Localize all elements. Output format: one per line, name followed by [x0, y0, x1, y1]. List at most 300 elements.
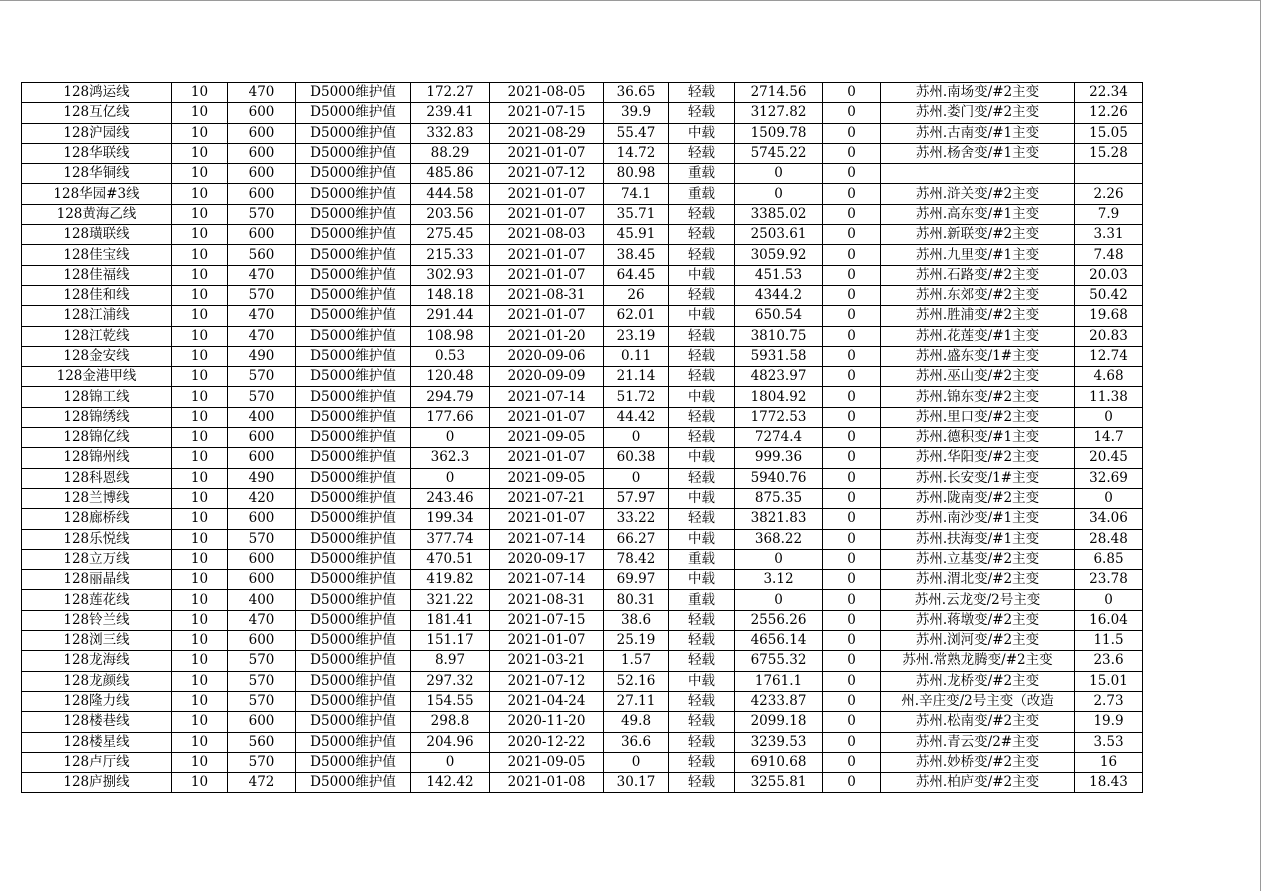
zero-cell: 0	[823, 204, 881, 224]
transformer-cell: 苏州.新联变/#2主变	[881, 225, 1075, 245]
transformer-cell: 苏州.长安变/1#主变	[881, 468, 1075, 488]
voltage-cell: 10	[172, 488, 228, 508]
voltage-cell: 10	[172, 509, 228, 529]
zero-cell: 0	[823, 610, 881, 630]
source-cell: D5000维护值	[296, 732, 411, 752]
load-rate-cell: 80.98	[604, 164, 669, 184]
zero-cell: 0	[823, 529, 881, 549]
line-name-cell: 128兰博线	[22, 488, 172, 508]
line-name-cell: 128锦绣线	[22, 407, 172, 427]
margin-cell: 4344.2	[735, 285, 823, 305]
rated-current-cell: 570	[228, 671, 296, 691]
table-row	[22, 346, 1143, 366]
transformer-load-cell: 19.68	[1075, 306, 1143, 326]
rated-current-cell: 420	[228, 488, 296, 508]
margin-cell: 999.36	[735, 448, 823, 468]
source-cell: D5000维护值	[296, 570, 411, 590]
load-status-cell: 中载	[669, 265, 735, 285]
table-row	[22, 570, 1143, 590]
load-status-cell: 中载	[669, 488, 735, 508]
transformer-cell: 苏州.南场变/#2主变	[881, 83, 1075, 103]
margin-cell: 1804.92	[735, 387, 823, 407]
load-rate-cell: 0	[604, 752, 669, 772]
table-row	[22, 671, 1143, 691]
line-name-cell: 128庐捌线	[22, 773, 172, 793]
load-rate-cell: 35.71	[604, 204, 669, 224]
rated-current-cell: 600	[228, 448, 296, 468]
load-status-cell: 重载	[669, 164, 735, 184]
load-status-cell: 轻载	[669, 143, 735, 163]
transformer-cell: 苏州.云龙变/2号主变	[881, 590, 1075, 610]
load-rate-cell: 0.11	[604, 346, 669, 366]
line-name-cell: 128金安线	[22, 346, 172, 366]
load-rate-cell: 39.9	[604, 103, 669, 123]
load-status-cell: 轻载	[669, 631, 735, 651]
zero-cell: 0	[823, 143, 881, 163]
transformer-load-cell: 16	[1075, 752, 1143, 772]
transformer-cell: 苏州.常熟龙腾变/#2主变	[881, 651, 1075, 671]
rated-current-cell: 490	[228, 346, 296, 366]
margin-cell: 2503.61	[735, 225, 823, 245]
transformer-cell: 苏州.九里变/#1主变	[881, 245, 1075, 265]
transformer-cell: 苏州.浒关变/#2主变	[881, 184, 1075, 204]
line-name-cell: 128隆力线	[22, 691, 172, 711]
zero-cell: 0	[823, 407, 881, 427]
margin-cell: 5931.58	[735, 346, 823, 366]
date-cell: 2021-07-15	[490, 103, 604, 123]
zero-cell: 0	[823, 387, 881, 407]
load-status-cell: 轻载	[669, 732, 735, 752]
load-status-cell: 轻载	[669, 326, 735, 346]
current-value-cell: 0	[411, 752, 490, 772]
date-cell: 2021-09-05	[490, 468, 604, 488]
load-rate-cell: 26	[604, 285, 669, 305]
voltage-cell: 10	[172, 245, 228, 265]
load-rate-cell: 51.72	[604, 387, 669, 407]
load-status-cell: 轻载	[669, 712, 735, 732]
current-value-cell: 154.55	[411, 691, 490, 711]
voltage-cell: 10	[172, 326, 228, 346]
zero-cell: 0	[823, 509, 881, 529]
source-cell: D5000维护值	[296, 204, 411, 224]
load-rate-cell: 23.19	[604, 326, 669, 346]
load-rate-cell: 1.57	[604, 651, 669, 671]
date-cell: 2021-07-12	[490, 164, 604, 184]
transformer-load-cell: 11.5	[1075, 631, 1143, 651]
transformer-load-cell: 7.9	[1075, 204, 1143, 224]
date-cell: 2021-01-07	[490, 184, 604, 204]
voltage-cell: 10	[172, 610, 228, 630]
date-cell: 2021-07-14	[490, 570, 604, 590]
current-value-cell: 243.46	[411, 488, 490, 508]
load-rate-cell: 66.27	[604, 529, 669, 549]
table-row	[22, 265, 1143, 285]
source-cell: D5000维护值	[296, 590, 411, 610]
date-cell: 2020-09-06	[490, 346, 604, 366]
margin-cell: 1761.1	[735, 671, 823, 691]
line-name-cell: 128廊桥线	[22, 509, 172, 529]
table-row	[22, 103, 1143, 123]
source-cell: D5000维护值	[296, 285, 411, 305]
load-rate-cell: 69.97	[604, 570, 669, 590]
line-name-cell: 128浏三线	[22, 631, 172, 651]
load-rate-cell: 60.38	[604, 448, 669, 468]
date-cell: 2021-01-07	[490, 143, 604, 163]
line-name-cell: 128锦州线	[22, 448, 172, 468]
table-row	[22, 225, 1143, 245]
date-cell: 2021-01-08	[490, 773, 604, 793]
load-rate-cell: 38.6	[604, 610, 669, 630]
transformer-cell: 苏州.渭北变/#2主变	[881, 570, 1075, 590]
rated-current-cell: 570	[228, 691, 296, 711]
table-row	[22, 509, 1143, 529]
rated-current-cell: 600	[228, 631, 296, 651]
source-cell: D5000维护值	[296, 407, 411, 427]
zero-cell: 0	[823, 184, 881, 204]
current-value-cell: 419.82	[411, 570, 490, 590]
source-cell: D5000维护值	[296, 468, 411, 488]
load-status-cell: 轻载	[669, 407, 735, 427]
rated-current-cell: 600	[228, 570, 296, 590]
line-name-cell: 128立万线	[22, 549, 172, 569]
load-status-cell: 中载	[669, 123, 735, 143]
zero-cell: 0	[823, 590, 881, 610]
zero-cell: 0	[823, 225, 881, 245]
transformer-cell: 苏州.古南变/#1主变	[881, 123, 1075, 143]
load-status-cell: 轻载	[669, 285, 735, 305]
transformer-cell: 苏州.杨舍变/#1主变	[881, 143, 1075, 163]
transformer-cell: 苏州.立基变/#2主变	[881, 549, 1075, 569]
transformer-cell: 苏州.华阳变/#2主变	[881, 448, 1075, 468]
rated-current-cell: 570	[228, 387, 296, 407]
rated-current-cell: 600	[228, 184, 296, 204]
source-cell: D5000维护值	[296, 245, 411, 265]
date-cell: 2021-09-05	[490, 428, 604, 448]
rated-current-cell: 600	[228, 712, 296, 732]
voltage-cell: 10	[172, 631, 228, 651]
source-cell: D5000维护值	[296, 103, 411, 123]
rated-current-cell: 600	[228, 509, 296, 529]
transformer-cell: 苏州.娄门变/#2主变	[881, 103, 1075, 123]
margin-cell: 7274.4	[735, 428, 823, 448]
voltage-cell: 10	[172, 570, 228, 590]
table-row	[22, 204, 1143, 224]
transformer-load-cell: 20.83	[1075, 326, 1143, 346]
table-row	[22, 488, 1143, 508]
table-row	[22, 549, 1143, 569]
zero-cell: 0	[823, 285, 881, 305]
load-status-cell: 轻载	[669, 225, 735, 245]
line-name-cell: 128黄海乙线	[22, 204, 172, 224]
load-rate-cell: 14.72	[604, 143, 669, 163]
load-status-cell: 中载	[669, 570, 735, 590]
date-cell: 2021-01-07	[490, 245, 604, 265]
date-cell: 2020-09-17	[490, 549, 604, 569]
source-cell: D5000维护值	[296, 488, 411, 508]
current-value-cell: 294.79	[411, 387, 490, 407]
load-status-cell: 轻载	[669, 509, 735, 529]
line-name-cell: 128华园#3线	[22, 184, 172, 204]
transformer-load-cell: 32.69	[1075, 468, 1143, 488]
transformer-cell	[881, 164, 1075, 184]
table-row	[22, 448, 1143, 468]
transformer-cell: 苏州.蒋墩变/#2主变	[881, 610, 1075, 630]
date-cell: 2020-09-09	[490, 367, 604, 387]
load-rate-cell: 49.8	[604, 712, 669, 732]
rated-current-cell: 470	[228, 326, 296, 346]
margin-cell: 0	[735, 164, 823, 184]
line-name-cell: 128楼巷线	[22, 712, 172, 732]
line-name-cell: 128鸿运线	[22, 83, 172, 103]
current-value-cell: 120.48	[411, 367, 490, 387]
rated-current-cell: 600	[228, 143, 296, 163]
transformer-load-cell: 7.48	[1075, 245, 1143, 265]
transformer-load-cell: 15.28	[1075, 143, 1143, 163]
line-name-cell: 128佳福线	[22, 265, 172, 285]
transformer-cell: 苏州.浏河变/#2主变	[881, 631, 1075, 651]
rated-current-cell: 600	[228, 103, 296, 123]
voltage-cell: 10	[172, 529, 228, 549]
load-rate-cell: 78.42	[604, 549, 669, 569]
load-rate-cell: 57.97	[604, 488, 669, 508]
current-value-cell: 88.29	[411, 143, 490, 163]
current-value-cell: 203.56	[411, 204, 490, 224]
transformer-load-cell: 14.7	[1075, 428, 1143, 448]
load-status-cell: 中载	[669, 387, 735, 407]
line-name-cell: 128华联线	[22, 143, 172, 163]
rated-current-cell: 570	[228, 367, 296, 387]
zero-cell: 0	[823, 488, 881, 508]
table-row	[22, 367, 1143, 387]
margin-cell: 3810.75	[735, 326, 823, 346]
transformer-cell: 苏州.盛东变/1#主变	[881, 346, 1075, 366]
margin-cell: 0	[735, 184, 823, 204]
transformer-load-cell: 50.42	[1075, 285, 1143, 305]
load-status-cell: 重载	[669, 590, 735, 610]
voltage-cell: 10	[172, 468, 228, 488]
line-name-cell: 128华铜线	[22, 164, 172, 184]
zero-cell: 0	[823, 752, 881, 772]
line-name-cell: 128佳和线	[22, 285, 172, 305]
zero-cell: 0	[823, 631, 881, 651]
source-cell: D5000维护值	[296, 610, 411, 630]
current-value-cell: 0.53	[411, 346, 490, 366]
table-row	[22, 651, 1143, 671]
line-name-cell: 128江浦线	[22, 306, 172, 326]
transformer-cell: 苏州.德积变/#1主变	[881, 428, 1075, 448]
date-cell: 2021-01-07	[490, 407, 604, 427]
line-name-cell: 128科恩线	[22, 468, 172, 488]
transformer-load-cell: 16.04	[1075, 610, 1143, 630]
current-value-cell: 172.27	[411, 83, 490, 103]
current-value-cell: 297.32	[411, 671, 490, 691]
margin-cell: 650.54	[735, 306, 823, 326]
zero-cell: 0	[823, 468, 881, 488]
zero-cell: 0	[823, 428, 881, 448]
voltage-cell: 10	[172, 387, 228, 407]
load-status-cell: 中载	[669, 448, 735, 468]
spreadsheet-body	[22, 83, 1143, 793]
load-rate-cell: 52.16	[604, 671, 669, 691]
transformer-load-cell: 23.6	[1075, 651, 1143, 671]
load-status-cell: 轻载	[669, 346, 735, 366]
line-name-cell: 128楼星线	[22, 732, 172, 752]
margin-cell: 3239.53	[735, 732, 823, 752]
current-value-cell: 332.83	[411, 123, 490, 143]
voltage-cell: 10	[172, 143, 228, 163]
margin-cell: 3821.83	[735, 509, 823, 529]
load-status-cell: 轻载	[669, 83, 735, 103]
current-value-cell: 148.18	[411, 285, 490, 305]
source-cell: D5000维护值	[296, 712, 411, 732]
table-row	[22, 83, 1143, 103]
transformer-load-cell: 2.26	[1075, 184, 1143, 204]
voltage-cell: 10	[172, 285, 228, 305]
zero-cell: 0	[823, 164, 881, 184]
margin-cell: 4823.97	[735, 367, 823, 387]
load-rate-cell: 0	[604, 428, 669, 448]
margin-cell: 4656.14	[735, 631, 823, 651]
source-cell: D5000维护值	[296, 509, 411, 529]
line-name-cell: 128卢厅线	[22, 752, 172, 772]
current-value-cell: 199.34	[411, 509, 490, 529]
spreadsheet-table	[21, 82, 1143, 793]
source-cell: D5000维护值	[296, 143, 411, 163]
current-value-cell: 151.17	[411, 631, 490, 651]
date-cell: 2021-01-07	[490, 204, 604, 224]
source-cell: D5000维护值	[296, 691, 411, 711]
source-cell: D5000维护值	[296, 631, 411, 651]
zero-cell: 0	[823, 265, 881, 285]
rated-current-cell: 470	[228, 83, 296, 103]
current-value-cell: 444.58	[411, 184, 490, 204]
load-status-cell: 轻载	[669, 245, 735, 265]
transformer-load-cell: 3.53	[1075, 732, 1143, 752]
rated-current-cell: 570	[228, 529, 296, 549]
load-status-cell: 轻载	[669, 752, 735, 772]
zero-cell: 0	[823, 346, 881, 366]
current-value-cell: 470.51	[411, 549, 490, 569]
rated-current-cell: 470	[228, 265, 296, 285]
load-rate-cell: 27.11	[604, 691, 669, 711]
load-rate-cell: 36.6	[604, 732, 669, 752]
transformer-cell: 苏州.柏庐变/#2主变	[881, 773, 1075, 793]
transformer-load-cell: 22.34	[1075, 83, 1143, 103]
zero-cell: 0	[823, 651, 881, 671]
table-row	[22, 407, 1143, 427]
transformer-cell: 苏州.里口变/#2主变	[881, 407, 1075, 427]
transformer-load-cell: 18.43	[1075, 773, 1143, 793]
zero-cell: 0	[823, 773, 881, 793]
margin-cell: 3385.02	[735, 204, 823, 224]
load-rate-cell: 45.91	[604, 225, 669, 245]
date-cell: 2021-08-03	[490, 225, 604, 245]
current-value-cell: 204.96	[411, 732, 490, 752]
transformer-load-cell: 0	[1075, 407, 1143, 427]
source-cell: D5000维护值	[296, 529, 411, 549]
load-status-cell: 中载	[669, 306, 735, 326]
date-cell: 2021-03-21	[490, 651, 604, 671]
table-row	[22, 590, 1143, 610]
source-cell: D5000维护值	[296, 346, 411, 366]
table-row	[22, 691, 1143, 711]
voltage-cell: 10	[172, 691, 228, 711]
transformer-cell: 苏州.青云变/2#主变	[881, 732, 1075, 752]
rated-current-cell: 560	[228, 732, 296, 752]
rated-current-cell: 470	[228, 610, 296, 630]
source-cell: D5000维护值	[296, 326, 411, 346]
rated-current-cell: 400	[228, 590, 296, 610]
load-rate-cell: 21.14	[604, 367, 669, 387]
source-cell: D5000维护值	[296, 306, 411, 326]
voltage-cell: 10	[172, 428, 228, 448]
zero-cell: 0	[823, 103, 881, 123]
table-row	[22, 529, 1143, 549]
voltage-cell: 10	[172, 651, 228, 671]
voltage-cell: 10	[172, 448, 228, 468]
source-cell: D5000维护值	[296, 83, 411, 103]
voltage-cell: 10	[172, 103, 228, 123]
date-cell: 2021-01-07	[490, 448, 604, 468]
transformer-load-cell: 23.78	[1075, 570, 1143, 590]
rated-current-cell: 490	[228, 468, 296, 488]
load-status-cell: 轻载	[669, 651, 735, 671]
transformer-cell: 苏州.花莲变/#1主变	[881, 326, 1075, 346]
transformer-cell: 苏州.锦东变/#2主变	[881, 387, 1075, 407]
date-cell: 2021-01-07	[490, 509, 604, 529]
line-name-cell: 128互亿线	[22, 103, 172, 123]
date-cell: 2021-01-20	[490, 326, 604, 346]
load-rate-cell: 80.31	[604, 590, 669, 610]
date-cell: 2021-08-05	[490, 83, 604, 103]
current-value-cell: 0	[411, 428, 490, 448]
voltage-cell: 10	[172, 752, 228, 772]
load-rate-cell: 55.47	[604, 123, 669, 143]
current-value-cell: 321.22	[411, 590, 490, 610]
zero-cell: 0	[823, 671, 881, 691]
date-cell: 2021-07-14	[490, 387, 604, 407]
rated-current-cell: 570	[228, 285, 296, 305]
transformer-load-cell: 6.85	[1075, 549, 1143, 569]
current-value-cell: 8.97	[411, 651, 490, 671]
transformer-load-cell: 4.68	[1075, 367, 1143, 387]
line-name-cell: 128沪园线	[22, 123, 172, 143]
current-value-cell: 0	[411, 468, 490, 488]
voltage-cell: 10	[172, 407, 228, 427]
margin-cell: 3.12	[735, 570, 823, 590]
margin-cell: 2099.18	[735, 712, 823, 732]
zero-cell: 0	[823, 326, 881, 346]
rated-current-cell: 570	[228, 752, 296, 772]
margin-cell: 1772.53	[735, 407, 823, 427]
rated-current-cell: 470	[228, 306, 296, 326]
load-status-cell: 轻载	[669, 773, 735, 793]
line-name-cell: 128龙颜线	[22, 671, 172, 691]
load-status-cell: 轻载	[669, 103, 735, 123]
line-name-cell: 128莲花线	[22, 590, 172, 610]
source-cell: D5000维护值	[296, 123, 411, 143]
transformer-load-cell: 34.06	[1075, 509, 1143, 529]
source-cell: D5000维护值	[296, 265, 411, 285]
margin-cell: 4233.87	[735, 691, 823, 711]
transformer-load-cell: 20.45	[1075, 448, 1143, 468]
table-row	[22, 326, 1143, 346]
table-row	[22, 123, 1143, 143]
current-value-cell: 377.74	[411, 529, 490, 549]
date-cell: 2021-07-12	[490, 671, 604, 691]
zero-cell: 0	[823, 306, 881, 326]
margin-cell: 3059.92	[735, 245, 823, 265]
